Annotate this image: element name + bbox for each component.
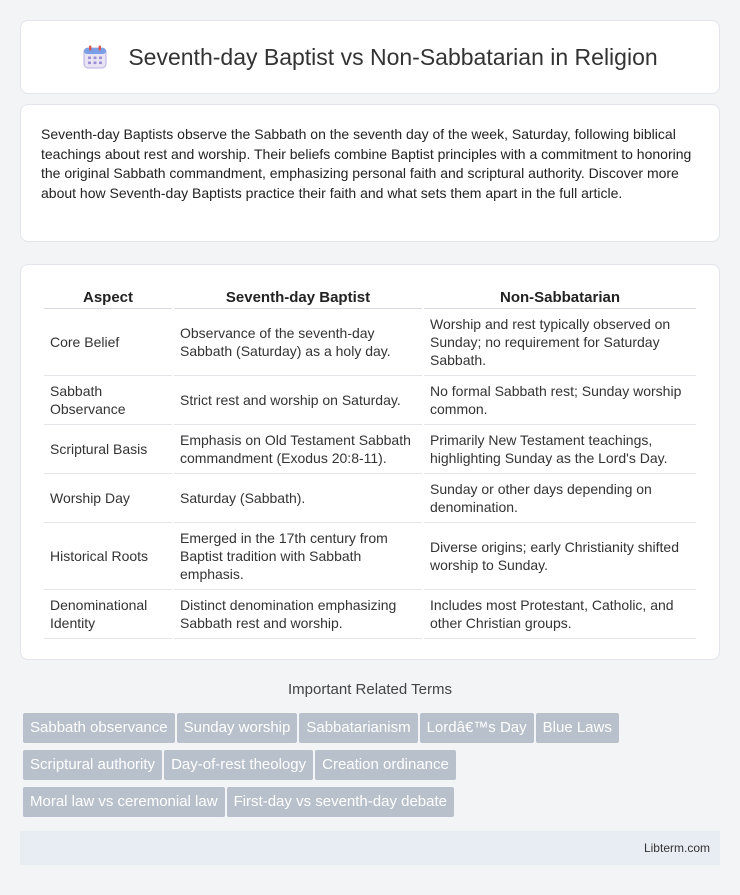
term-tag[interactable]: Sabbath observance [23, 713, 175, 743]
title-card [20, 20, 720, 94]
term-tag[interactable]: Day-of-rest theology [164, 750, 313, 780]
intro-card [20, 104, 720, 242]
comparison-table-card [20, 264, 720, 660]
table-row [44, 309, 696, 376]
cell-aspect: Scriptural Basis [44, 425, 172, 474]
cell-non-sabbatarian: Diverse origins; early Christianity shifted worship to Sunday. [424, 523, 696, 590]
header-non-sabbatarian: Non-Sabbatarian [424, 285, 696, 309]
table-row [44, 376, 696, 425]
cell-non-sabbatarian: Sunday or other days depending on denomination. [424, 474, 696, 523]
related-terms-title: Important Related Terms [288, 681, 452, 698]
cell-aspect: Core Belief [44, 309, 172, 376]
comparison-table [42, 285, 698, 639]
table-row [44, 523, 696, 590]
table-header-row [44, 285, 696, 309]
cell-seventh-day-baptist: Observance of the seventh-day Sabbath (Saturday) as a holy day. [174, 309, 422, 376]
table-row [44, 425, 696, 474]
header-seventh-day-baptist: Seventh-day Baptist [174, 285, 422, 309]
related-terms-list [22, 713, 722, 824]
term-tag[interactable]: Moral law vs ceremonial law [23, 787, 225, 817]
header-aspect: Aspect [44, 285, 172, 309]
cell-seventh-day-baptist: Emerged in the 17th century from Baptist tradition with Sabbath emphasis. [174, 523, 422, 590]
term-tag[interactable]: First-day vs seventh-day debate [227, 787, 454, 817]
calendar-icon [82, 44, 108, 70]
cell-aspect: Denominational Identity [44, 590, 172, 639]
term-tag[interactable]: Blue Laws [536, 713, 619, 743]
intro-text: Seventh-day Baptists observe the Sabbath on the seventh day of the week, Saturday, following biblical teachings about rest and worship. Their beliefs combine Baptist principles with a commitment to honoring the original Sabbath commandment, emphasizing personal faith and scriptural authority. Discover more about how Seventh-day Baptists practice their faith and what sets them apart in the full article. [41, 126, 692, 201]
term-tag[interactable]: Sabbatarianism [299, 713, 417, 743]
footer [20, 831, 720, 865]
term-tag[interactable]: Creation ordinance [315, 750, 456, 780]
cell-non-sabbatarian: Includes most Protestant, Catholic, and other Christian groups. [424, 590, 696, 639]
cell-non-sabbatarian: Primarily New Testament teachings, highlighting Sunday as the Lord's Day. [424, 425, 696, 474]
cell-non-sabbatarian: Worship and rest typically observed on Sunday; no requirement for Saturday Sabbath. [424, 309, 696, 376]
cell-aspect: Historical Roots [44, 523, 172, 590]
cell-non-sabbatarian: No formal Sabbath rest; Sunday worship common. [424, 376, 696, 425]
cell-seventh-day-baptist: Distinct denomination emphasizing Sabbath rest and worship. [174, 590, 422, 639]
cell-aspect: Worship Day [44, 474, 172, 523]
page-title: Seventh-day Baptist vs Non-Sabbatarian in Religion [128, 43, 658, 70]
cell-aspect: Sabbath Observance [44, 376, 172, 425]
cell-seventh-day-baptist: Saturday (Sabbath). [174, 474, 422, 523]
footer-site-link[interactable]: Libterm.com [643, 841, 710, 855]
term-tag[interactable]: Scriptural authority [23, 750, 162, 780]
cell-seventh-day-baptist: Strict rest and worship on Saturday. [174, 376, 422, 425]
cell-seventh-day-baptist: Emphasis on Old Testament Sabbath commandment (Exodus 20:8-11). [174, 425, 422, 474]
term-tag[interactable]: Lordâ€™s Day [420, 713, 534, 743]
term-tag[interactable]: Sunday worship [177, 713, 298, 743]
table-row [44, 474, 696, 523]
table-row [44, 590, 696, 639]
